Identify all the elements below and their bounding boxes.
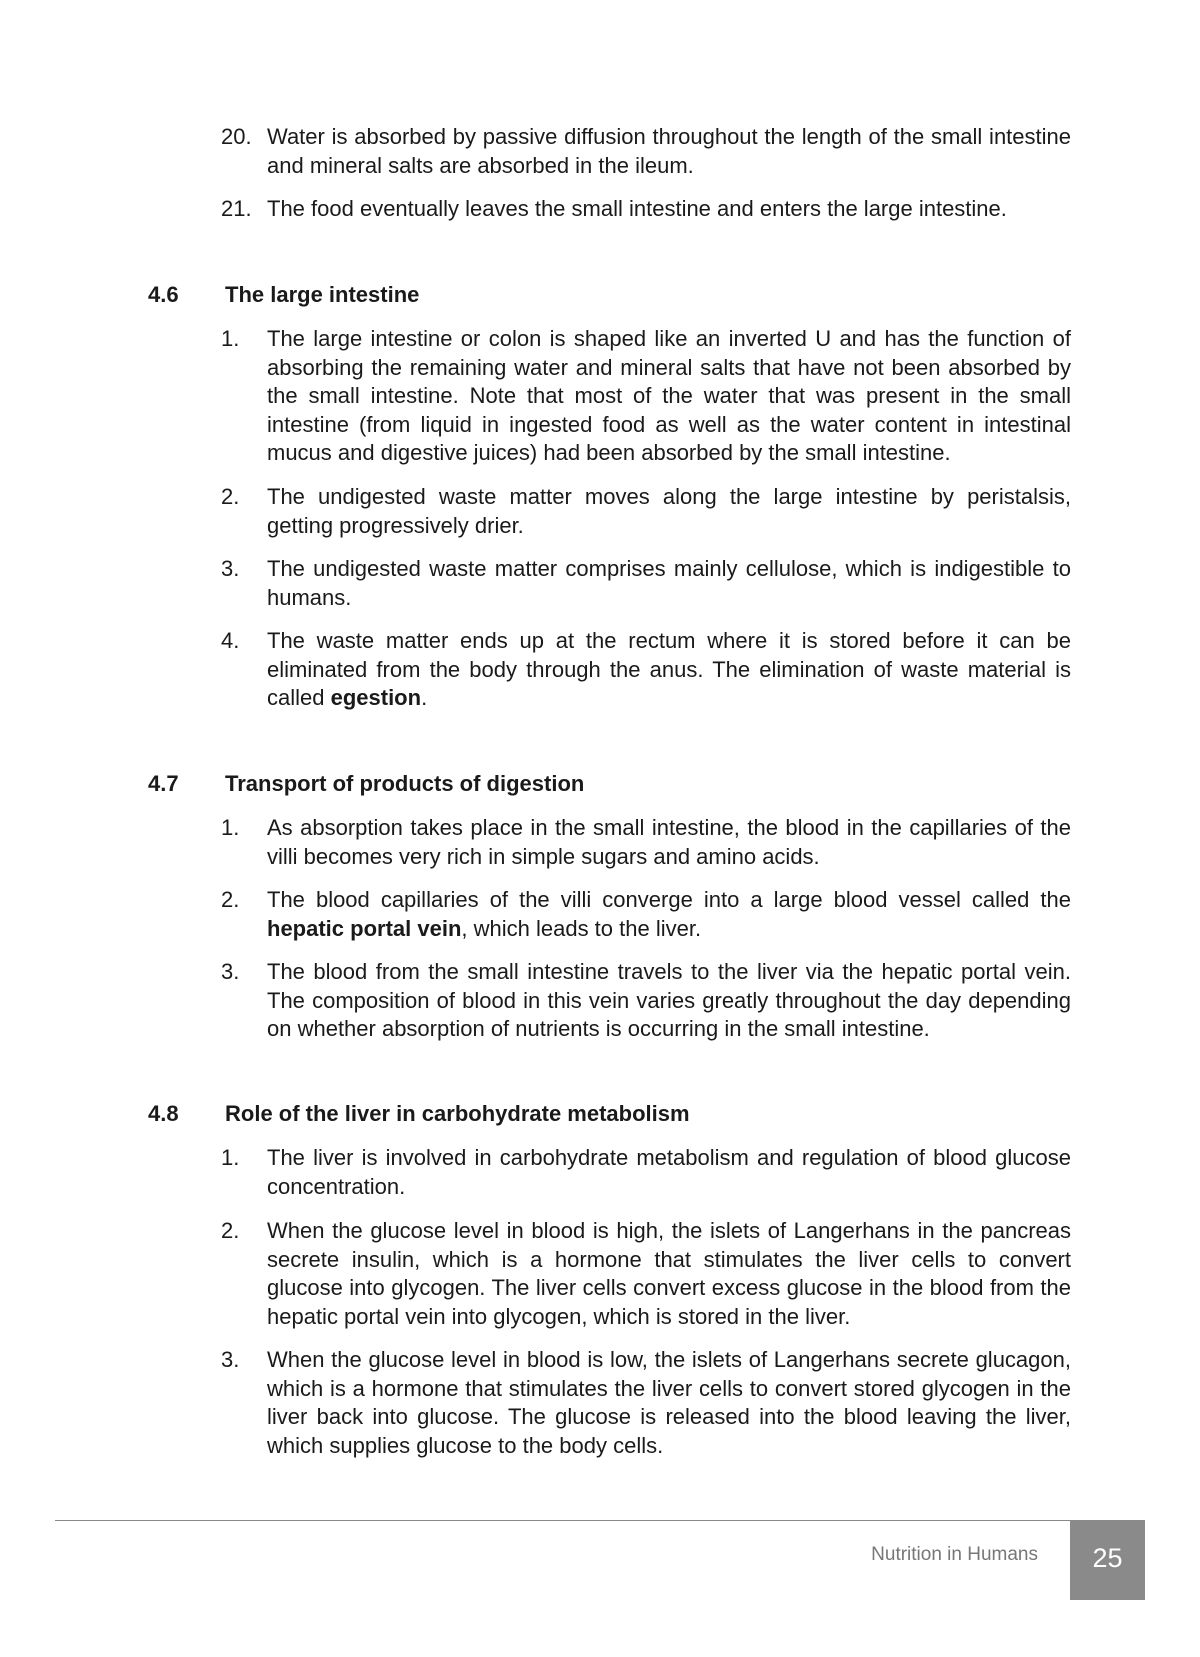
item-text [267, 627, 1071, 713]
item-text: The liver is involved in carbohydrate metabolism and regulation of blood glucose concentration. [267, 1145, 1071, 1199]
bold-term: egestion [330, 685, 422, 710]
item-number: 2. [221, 1218, 240, 1243]
list-item [221, 627, 1071, 713]
section-number: 4.7 [148, 771, 179, 796]
section-number: 4.6 [148, 282, 179, 307]
list-item [221, 483, 1071, 540]
item-text: As absorption takes place in the small intestine, the blood in the capillaries of the villi becomes very rich in simple sugars and amino acids. [267, 815, 1071, 869]
item-number: 21. [221, 196, 252, 221]
list-item [221, 325, 1071, 468]
item-number: 1. [221, 1145, 240, 1170]
list-item [221, 958, 1071, 1044]
section-number: 4.8 [148, 1101, 179, 1126]
list-item [221, 1144, 1071, 1201]
page-number: 25 [1070, 1520, 1145, 1600]
section-title: Transport of products of digestion [225, 771, 585, 796]
item-text-before: The blood capillaries of the villi converge into a large blood vessel called the [267, 887, 1071, 912]
section-heading [148, 1100, 690, 1128]
list-item [221, 123, 1071, 180]
item-text: The blood from the small intestine travels to the liver via the hepatic portal vein. The composition of blood in this vein varies greatly throughout the day depending on whether absorption of nutrients is occurring in the small intestine. [267, 959, 1071, 1041]
item-text [267, 886, 1071, 943]
item-number: 1. [221, 326, 240, 351]
item-number: 1. [221, 815, 240, 840]
item-text: The undigested waste matter moves along the large intestine by peristalsis, getting progressively drier. [267, 484, 1071, 538]
footer-divider [55, 1520, 1070, 1521]
item-number: 3. [221, 556, 240, 581]
section-title: The large intestine [225, 282, 420, 307]
item-number: 4. [221, 628, 240, 653]
list-item [221, 555, 1071, 612]
item-text: Water is absorbed by passive diffusion throughout the length of the small intestine and mineral salts are absorbed in the ileum. [267, 124, 1071, 178]
bold-term: hepatic portal vein [267, 915, 462, 941]
list-item [221, 814, 1071, 871]
item-text: When the glucose level in blood is high, the islets of Langerhans in the pancreas secrete insulin, which is a hormone that stimulates the liver cells to convert glucose into glycogen. The liver cells convert excess glucose in the blood from the hepatic portal vein into glycogen, which is stored in the liver. [267, 1218, 1071, 1329]
list-item [221, 195, 1071, 224]
list-item [221, 1346, 1071, 1460]
section-title: Role of the liver in carbohydrate metabolism [225, 1101, 690, 1126]
item-number: 3. [221, 1347, 240, 1372]
item-text-before: The waste matter ends up at the rectum where it is stored before it can be eliminated from the body through the anus. The elimination of waste material is called [267, 628, 1071, 710]
item-number: 20. [221, 124, 252, 149]
list-item [221, 886, 1071, 943]
section-heading [148, 281, 419, 309]
item-number: 2. [221, 484, 240, 509]
item-text-after: , which leads to the liver. [461, 915, 702, 941]
item-text-after: . [421, 685, 428, 710]
item-number: 3. [221, 959, 240, 984]
item-text: The food eventually leaves the small intestine and enters the large intestine. [267, 196, 1007, 221]
section-heading [148, 770, 584, 798]
item-text: The large intestine or colon is shaped like an inverted U and has the function of absorbing the remaining water and mineral salts that have not been absorbed by the small intestine. Note that most of the water that was present in the small intestine (from liquid in ingested food as well as the water content in intestinal mucus and digestive juices) had been absorbed by the small intestine. [267, 326, 1071, 465]
item-number: 2. [221, 887, 240, 912]
item-text: The undigested waste matter comprises mainly cellulose, which is indigestible to humans. [267, 556, 1071, 610]
item-text: When the glucose level in blood is low, the islets of Langerhans secrete glucagon, which is a hormone that stimulates the liver cells to convert stored glycogen in the liver back into glucose. The glucose is released into the blood leaving the liver, which supplies glucose to the body cells. [267, 1347, 1071, 1458]
list-item [221, 1217, 1071, 1331]
footer-title: Nutrition in Humans [871, 1544, 1038, 1565]
